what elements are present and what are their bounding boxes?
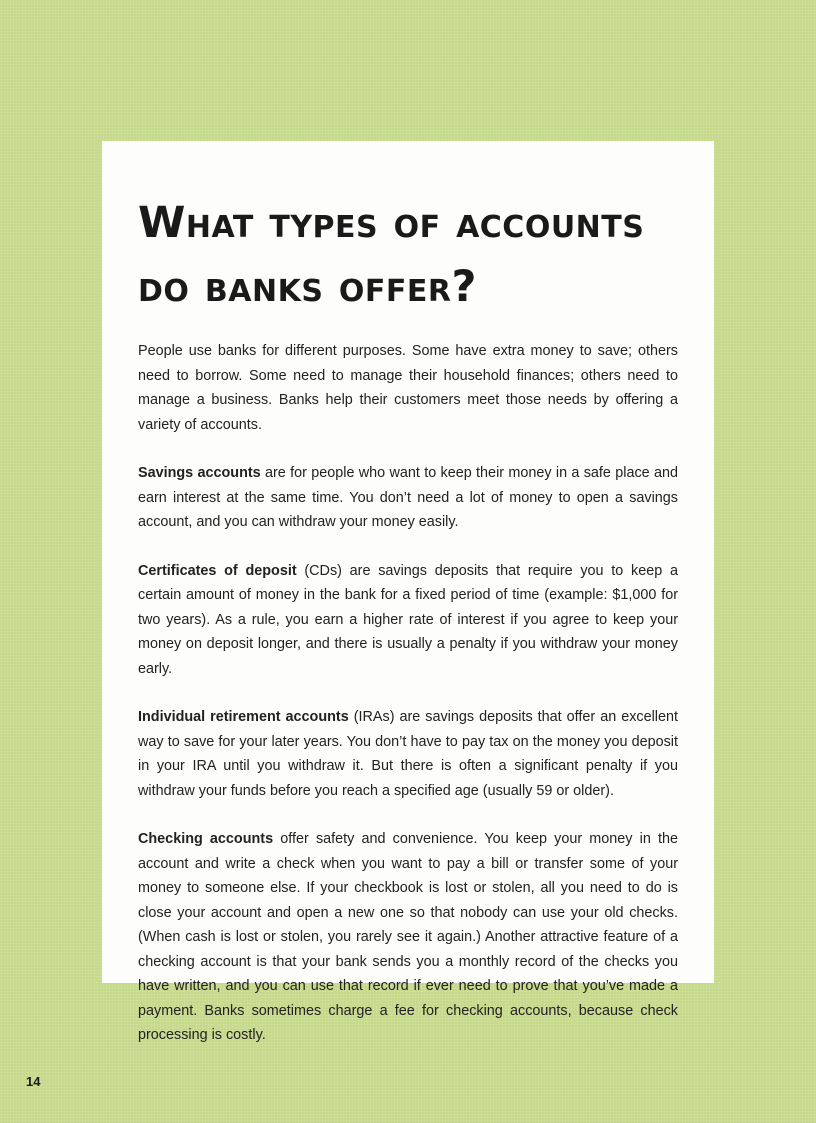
page-title: What types of accounts do banks offer? [138,198,645,312]
page-number: 14 [26,1074,41,1089]
checking-term: Checking accounts [138,831,274,847]
ira-text: (IRAs) are savings deposits that offer an excellent way to save for your later years. You don’t have to pay tax on the money you deposit in your IRA until you withdraw it. But there is often a significant penalty if you withdraw your funds before you reach a specified age (usually 59 or older). [138,709,678,799]
content-panel [102,141,714,1043]
cds-term: Certificates of deposit [138,562,297,579]
ira-paragraph [138,705,678,803]
savings-paragraph [138,461,678,535]
savings-text: are for people who want to keep their money in a safe place and earn interest at the same time. You don’t need a lot of money to open a savings account, and you can withdraw your money easily. [138,465,678,530]
cds-text: (CDs) are savings deposits that require you to keep a certain amount of money in the bank for a fixed period of time (example: $1,000 for two years). As a rule, you earn a higher rate of interest if you agree to keep your money on deposit longer, and there is usually a penalty if you withdraw your money early. [138,562,678,677]
intro-paragraph: People use banks for different purposes. Some have extra money to save; others need to borrow. Some need to manage their household finances; others need to manage a business. Banks help their customers meet those needs by offering a variety of accounts. [138,343,678,433]
savings-term: Savings accounts [138,465,261,481]
checking-paragraph [138,827,678,1048]
checking-text: offer safety and convenience. You keep your money in the account and write a check when you want to pay a bill or transfer some of your money to someone else. If your checkbook is lost or stolen, all you need to do is close your account and open a new one so that nobody can use your old checks. (When cash is lost or stolen, you rarely see it again.) Another attractive feature of a checking account is that your bank sends you a monthly record of the checks you have written, and you can use that record if ever need to prove that you’ve made a payment. Banks sometimes charge a fee for checking accounts, because check processing is costly. [138,831,678,1043]
ira-term: Individual retirement accounts [138,709,349,725]
cds-paragraph [138,559,678,682]
